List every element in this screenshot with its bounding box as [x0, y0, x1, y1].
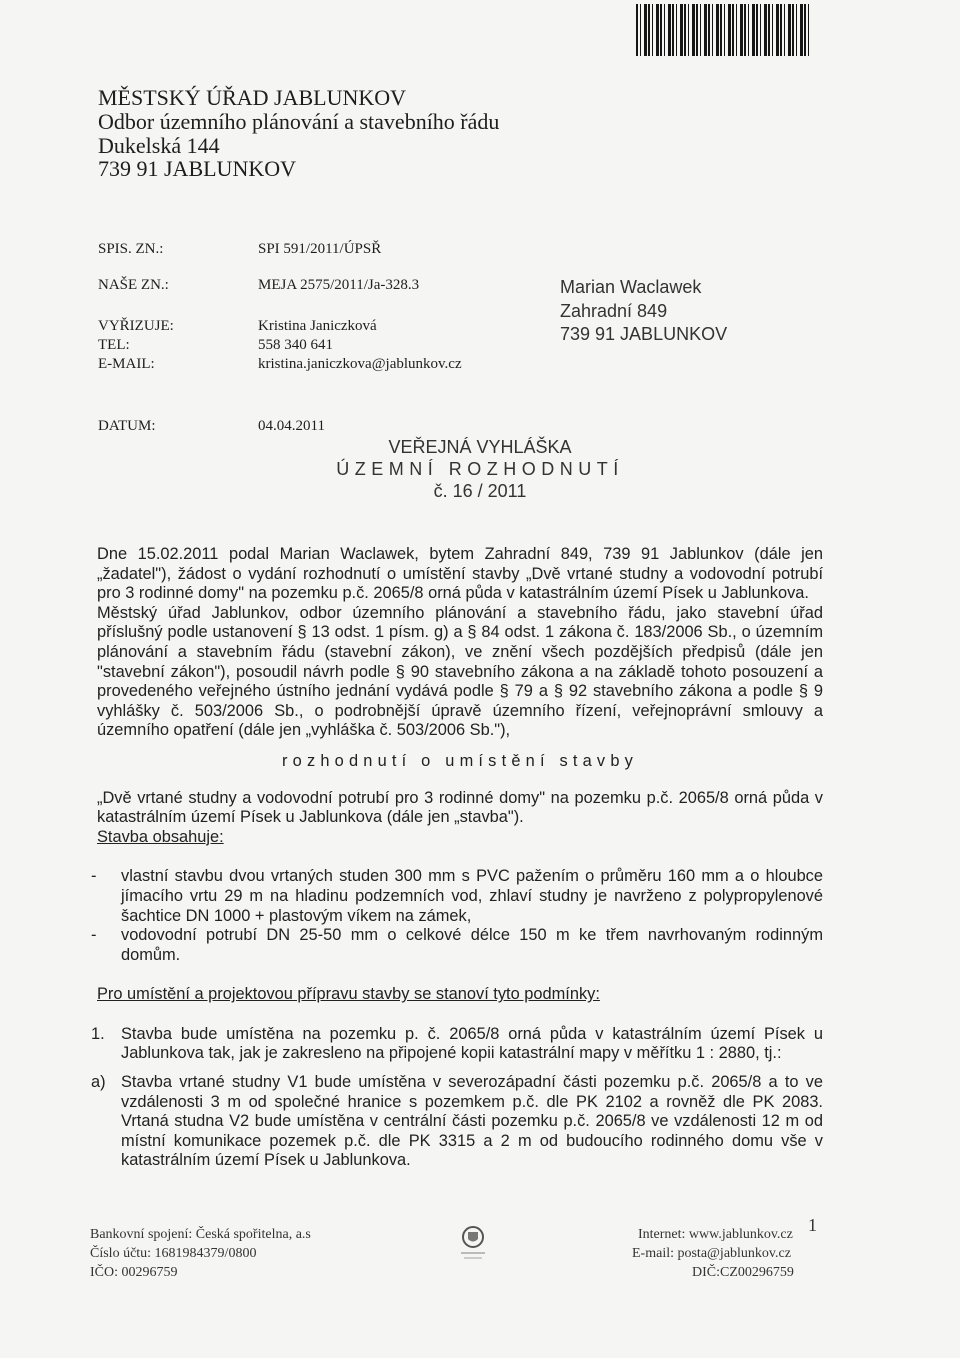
- condition-a-letter: a): [91, 1073, 106, 1092]
- document-body: [91, 545, 823, 1171]
- office-name: MĚSTSKÝ ÚŘAD JABLUNKOV: [98, 85, 407, 110]
- nase-label: NAŠE ZN.:: [98, 277, 169, 293]
- footer-bank: Bankovní spojení: Česká spořitelna, a.s: [90, 1227, 311, 1242]
- footer-dic: DIČ:CZ00296759: [692, 1265, 794, 1280]
- footer-email[interactable]: E-mail: posta@jablunkov.cz: [632, 1246, 791, 1261]
- footer-ico: IČO: 00296759: [90, 1265, 178, 1280]
- tel-label: TEL:: [98, 337, 130, 353]
- page-number: 1: [808, 1215, 817, 1235]
- paragraph-subject: „Dvě vrtané studny a vodovodní potrubí pro 3 rodinné domy" na pozemku p.č. 2065/8 orná půda v katastrálním území Písek u Jablunkova (dále jen „stavba").: [97, 788, 823, 827]
- spis-label: SPIS. ZN.:: [98, 241, 164, 257]
- list-item: - vodovodní potrubí DN 25-50 mm o celkové délce 150 m ke třem navrhovaným rodinným domům.: [91, 926, 823, 964]
- footer-website[interactable]: Internet: www.jablunkov.cz: [638, 1227, 793, 1242]
- condition-1: [91, 1024, 823, 1064]
- paragraph-authority: Městský úřad Jablunkov, odbor územního plánování a stavebního řádu, jako stavební úřad příslušný podle ustanovení § 13 odst. 1 písm. g) a § 84 odst. 1 zákona č. 183/2006 Sb., o územním plánování a stavebním řádu (stavební zákon), ve znění všech pozdějších předpisů (dále jen "stavební zákon"), posoudil návrh podle § 90 stavebního zákona a na základě tohoto posouzení a provedeného veřejného ústního jednání vydává podle § 79 a § 92 stavebního zákona a podle § 9 vyhlášky č. 503/2006 Sb., o podrobnější úpravě územního řízení, veřejnoprávní smlouvy a územního opatření (dále jen „vyhláška č. 503/2006 Sb."),: [97, 603, 823, 740]
- tel-value: 558 340 641: [258, 337, 333, 353]
- condition-1-text: Stavba bude umístěna na pozemku p. č. 2065/8 orná půda v katastrálním území Písek u Jablunkova tak, jak je zakresleno na připojené kopii katastrální mapy v měřítku 1 : 2880, tj.:: [121, 1024, 823, 1063]
- contents-list: [91, 867, 823, 965]
- condition-a: [91, 1073, 823, 1171]
- barcode-bars: [636, 4, 810, 56]
- nase-value: MEJA 2575/2011/Ja-328.3: [258, 277, 420, 293]
- list-item: - vlastní stavbu dvou vrtaných studen 300 mm s PVC pažením o průměru 160 mm a o hloubce jímacího vrtu 29 m na hladinu podzemních vod, zhlaví studny je navrženo z polypropylenové šachtice DN 1000 + plastovým víkem na zámek,: [91, 867, 823, 925]
- decision-heading: rozhodnutí o umístění stavby: [281, 751, 639, 770]
- condition-1-number: 1.: [91, 1024, 105, 1043]
- recipient-street: Zahradní 849: [560, 301, 668, 321]
- footer-account: Číslo účtu: 1681984379/0800: [90, 1246, 257, 1261]
- conditions-heading: Pro umístění a projektovou přípravu stavby se stanoví tyto podmínky:: [97, 985, 600, 1004]
- office-city: 739 91 JABLUNKOV: [98, 156, 296, 181]
- office-department: Odbor územního plánování a stavebního řádu: [98, 109, 500, 134]
- datum-label: DATUM:: [98, 418, 156, 434]
- barcode: [632, 4, 814, 56]
- city-coat-of-arms-icon: [455, 1224, 491, 1274]
- condition-a-text: Stavba vrtané studny V1 bude umístěna v severozápadní části pozemku p.č. 2065/8 a to ve vzdálenosti 3 m od společné hranice s pozemkem p.č. dle PK 2102 a rovněž dle PK 2083. Vrtaná studna V2 bude umístěna v centrální části pozemku p.č. 2065/8 ve vzdálenosti 12 m od místní komunikace pozemek p.č. dle PK 3315 a 2 m od budoucího rodinného domu vše v katastrálním území Písek u Jablunkova.: [121, 1073, 823, 1170]
- contains-heading: Stavba obsahuje:: [97, 827, 224, 846]
- decision-type: ÚZEMNÍ ROZHODNUTÍ: [336, 459, 624, 479]
- recipient-name: Marian Waclawek: [560, 277, 702, 297]
- notice-title: VEŘEJNÁ VYHLÁŠKA: [388, 437, 572, 457]
- paragraph-application: Dne 15.02.2011 podal Marian Waclawek, bytem Zahradní 849, 739 91 Jablunkov (dále jen „žadatel"), žádost o vydání rozhodnutí o umístění stavby „Dvě vrtané studny a vodovodní potrubí pro 3 rodinné domy" na pozemku p.č. 2065/8 orná půda v katastrálním území Písek u Jablunkova.: [97, 545, 823, 603]
- vyrizuje-value: Kristina Janiczková: [258, 318, 377, 334]
- vyrizuje-label: VYŘIZUJE:: [98, 318, 174, 334]
- datum-value: 04.04.2011: [258, 418, 325, 434]
- decision-number: č. 16 / 2011: [433, 481, 527, 501]
- office-street: Dukelská 144: [98, 133, 220, 158]
- email-label: E-MAIL:: [98, 356, 155, 372]
- email-value: kristina.janiczkova@jablunkov.cz: [258, 356, 462, 372]
- spis-value: SPI 591/2011/ÚPSŘ: [258, 241, 382, 257]
- recipient-city: 739 91 JABLUNKOV: [560, 324, 728, 344]
